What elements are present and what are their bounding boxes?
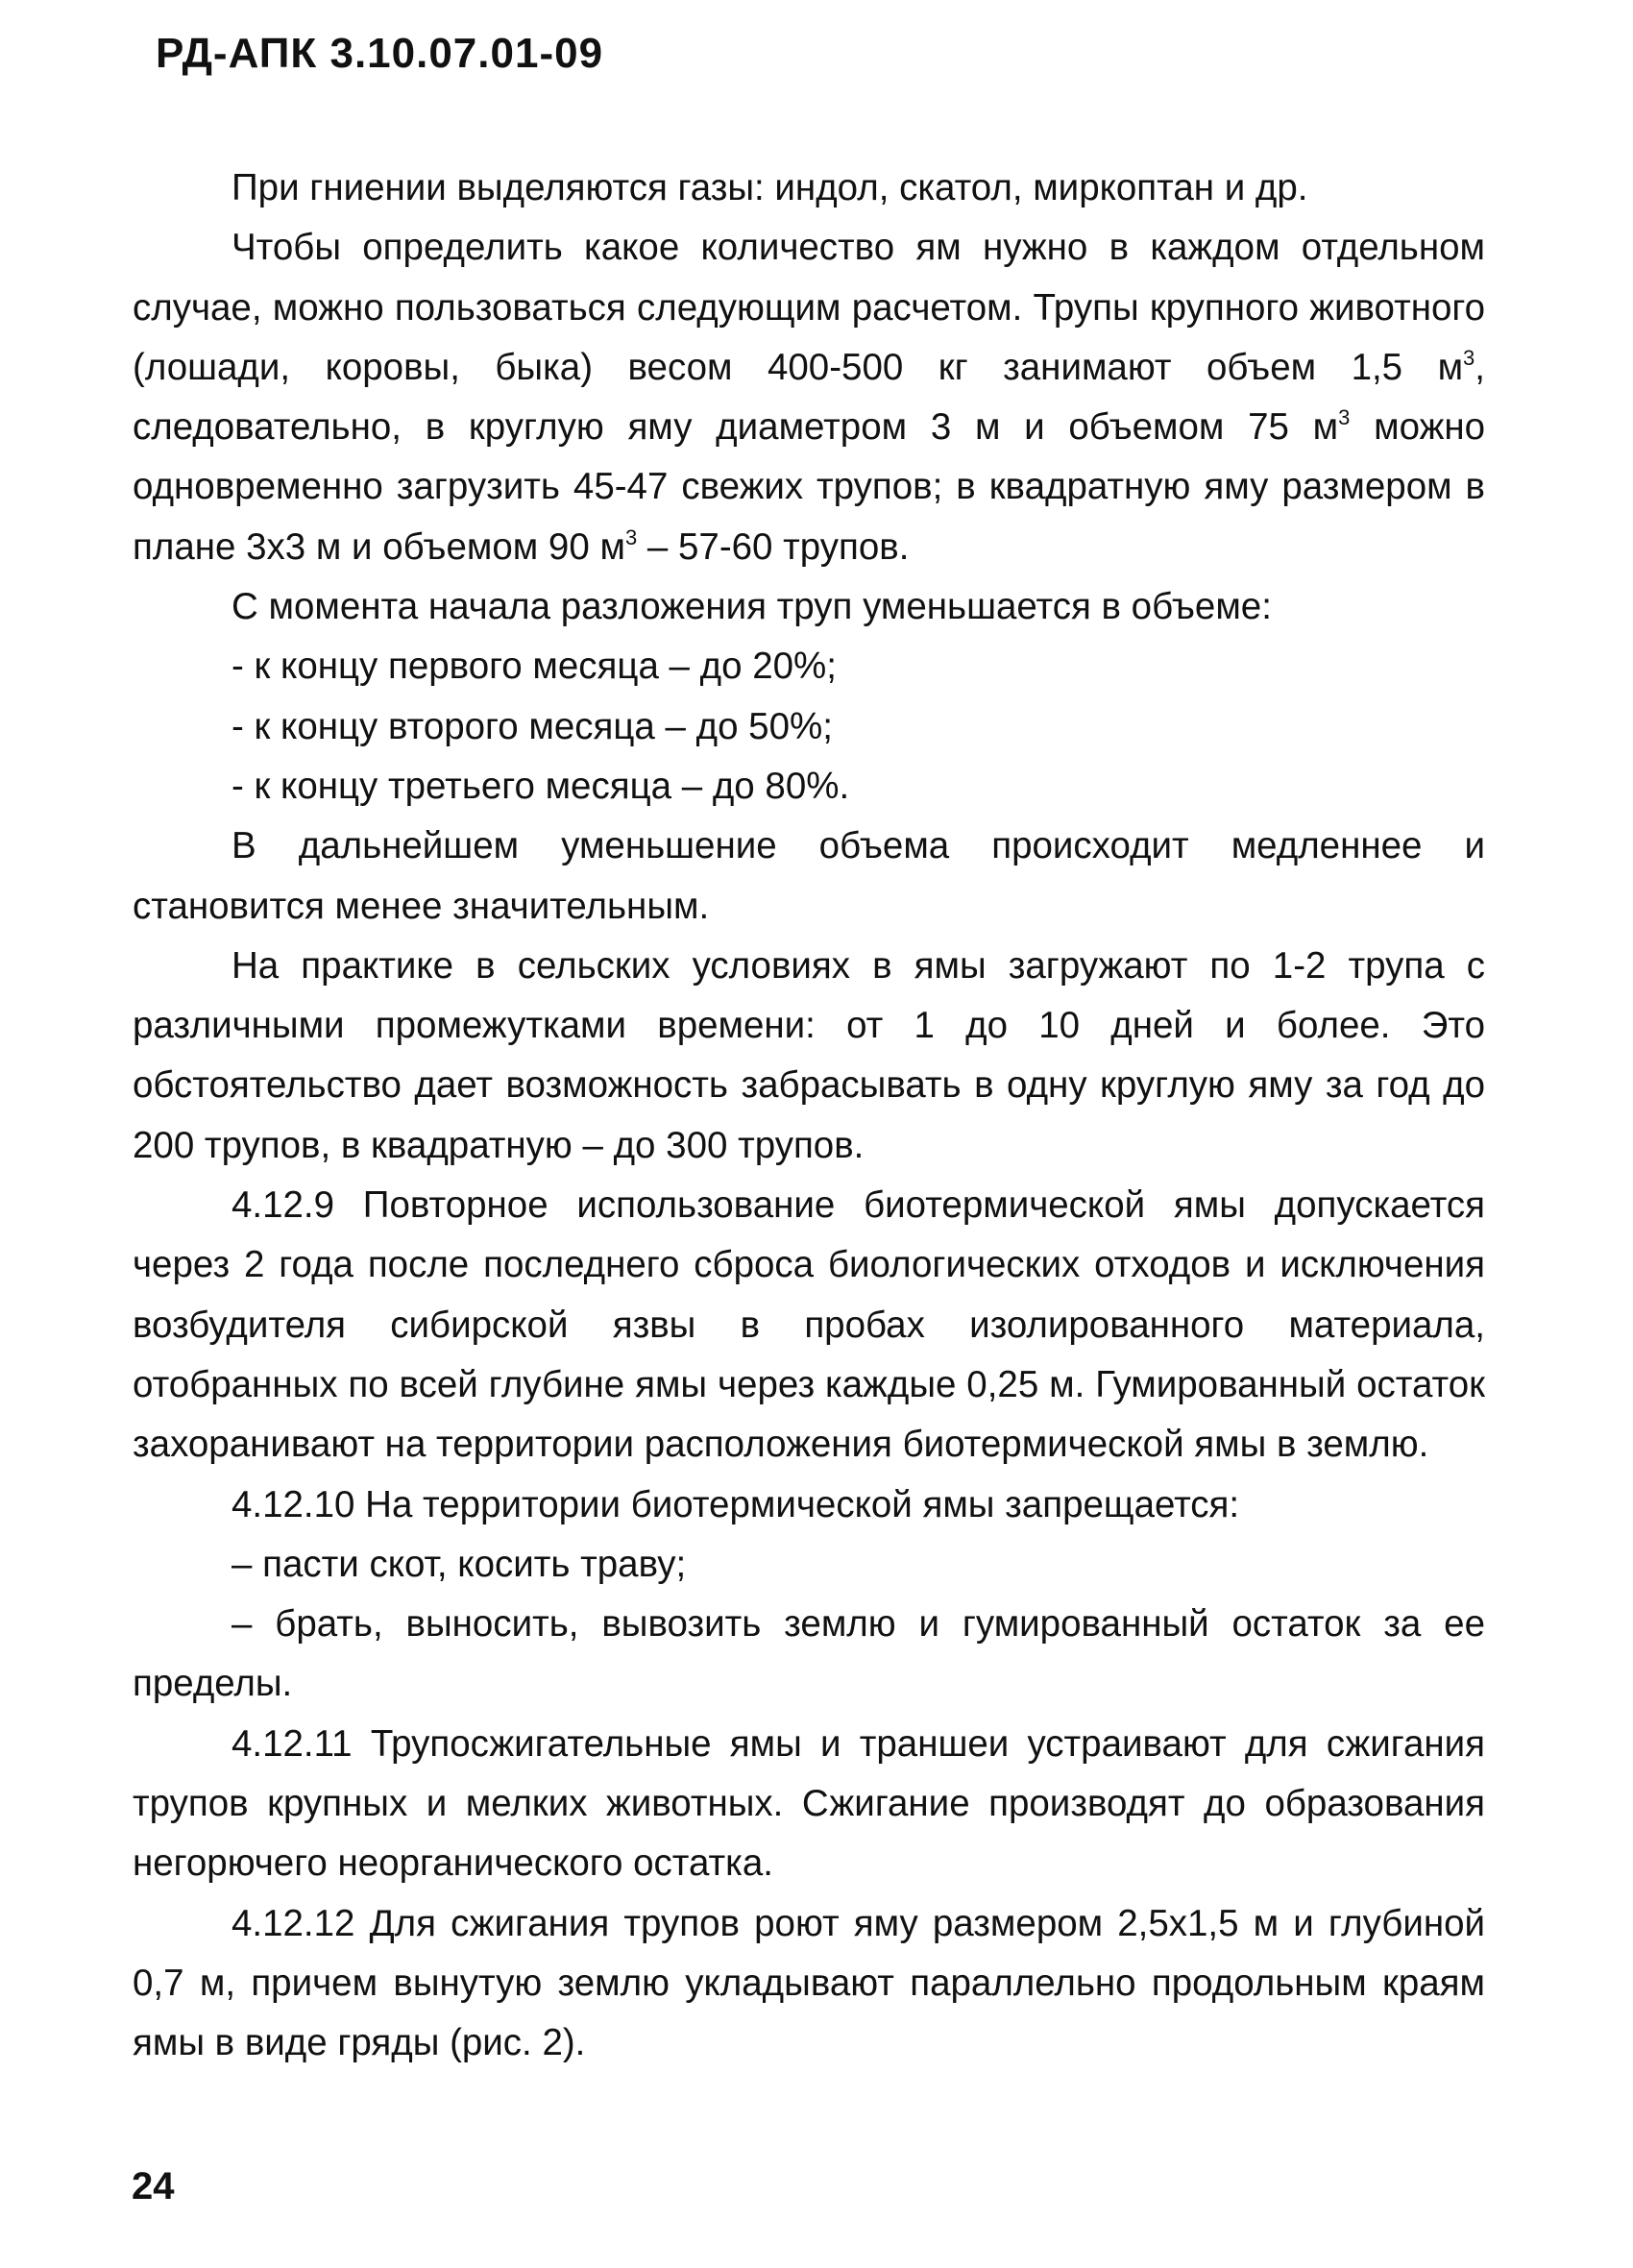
list-item-third-month: - к концу третьего месяца – до 80%. <box>232 765 850 807</box>
paragraph-pit-calculation <box>133 218 1485 577</box>
calculation-text-part-3: можно одновременно загрузить 45-47 свежих трупов; в квадратную яму размером в плане 3х3 м и объемом 90 м <box>133 406 1485 568</box>
paragraph-volume-reduction: С момента начала разложения труп уменьшается в объеме: <box>232 586 1272 628</box>
list-item-second-month: - к концу второго месяца – до 50%; <box>232 705 833 747</box>
calculation-text-part-2: , следовательно, в круглую яму диаметром 3 м и объемом 75 м <box>133 346 1485 449</box>
paragraph-further-reduction: В дальнейшем уменьшение объема происходит медленнее и становится менее значительным. <box>133 825 1485 927</box>
cubic-superscript-1: 3 <box>1463 345 1475 370</box>
list-item-first-month: - к концу первого месяца – до 20%; <box>232 646 837 688</box>
cubic-superscript-2: 3 <box>1338 405 1351 430</box>
cubic-superscript-3: 3 <box>624 524 638 549</box>
prohibited-item-grazing: – пасти скот, косить траву; <box>232 1543 687 1585</box>
calculation-text-part-1: Чтобы определить какое количество ям нужно в каждом отдельном случае, можно пользоваться следующим расчетом. Трупы крупного животного (лошади, коровы, быка) весом 400-500 кг занимают объем 1,5 м <box>133 227 1485 388</box>
page-body <box>133 159 1485 2074</box>
paragraph-gases: При гниении выделяются газы: индол, скатол, миркоптан и др. <box>232 167 1308 208</box>
page-number: 24 <box>132 2165 175 2207</box>
paragraph-section-4-12-12: 4.12.12 Для сжигания трупов роют яму размером 2,5х1,5 м и глубиной 0,7 м, причем вынутую землю укладывают параллельно продольным краям ямы в виде гряды (рис. 2). <box>133 1902 1485 2064</box>
paragraph-rural-practice: На практике в сельских условиях в ямы загружают по 1-2 трупа с различными промежутками времени: от 1 до 10 дней и более. Это обстоятельство дает возможность забрасывать в одну круглую яму за год до 200 трупов, в квадратную – до 300 трупов. <box>133 944 1485 1166</box>
paragraph-section-4-12-10: 4.12.10 На территории биотермической ямы запрещается: <box>232 1483 1240 1525</box>
paragraph-section-4-12-9: 4.12.9 Повторное использование биотермической ямы допускается через 2 года после последнего сброса биологических отходов и исключения возбудителя сибирской язвы в пробах изолированного материала, отобранных по всей глубине ямы через каждые 0,25 м. Гумированный остаток захоранивают на территории расположения биотермической ямы в землю. <box>133 1184 1485 1466</box>
paragraph-section-4-12-11: 4.12.11 Трупосжигательные ямы и траншеи устраивают для сжигания трупов крупных и мелких животных. Сжигание производят до образования негорючего неорганического остатка. <box>133 1722 1485 1885</box>
calculation-text-part-4: – 57-60 трупов. <box>637 525 910 568</box>
prohibited-item-soil-removal: – брать, выносить, вывозить землю и гумированный остаток за ее пределы. <box>133 1603 1485 1705</box>
document-code-header: РД-АПК 3.10.07.01-09 <box>156 30 604 77</box>
